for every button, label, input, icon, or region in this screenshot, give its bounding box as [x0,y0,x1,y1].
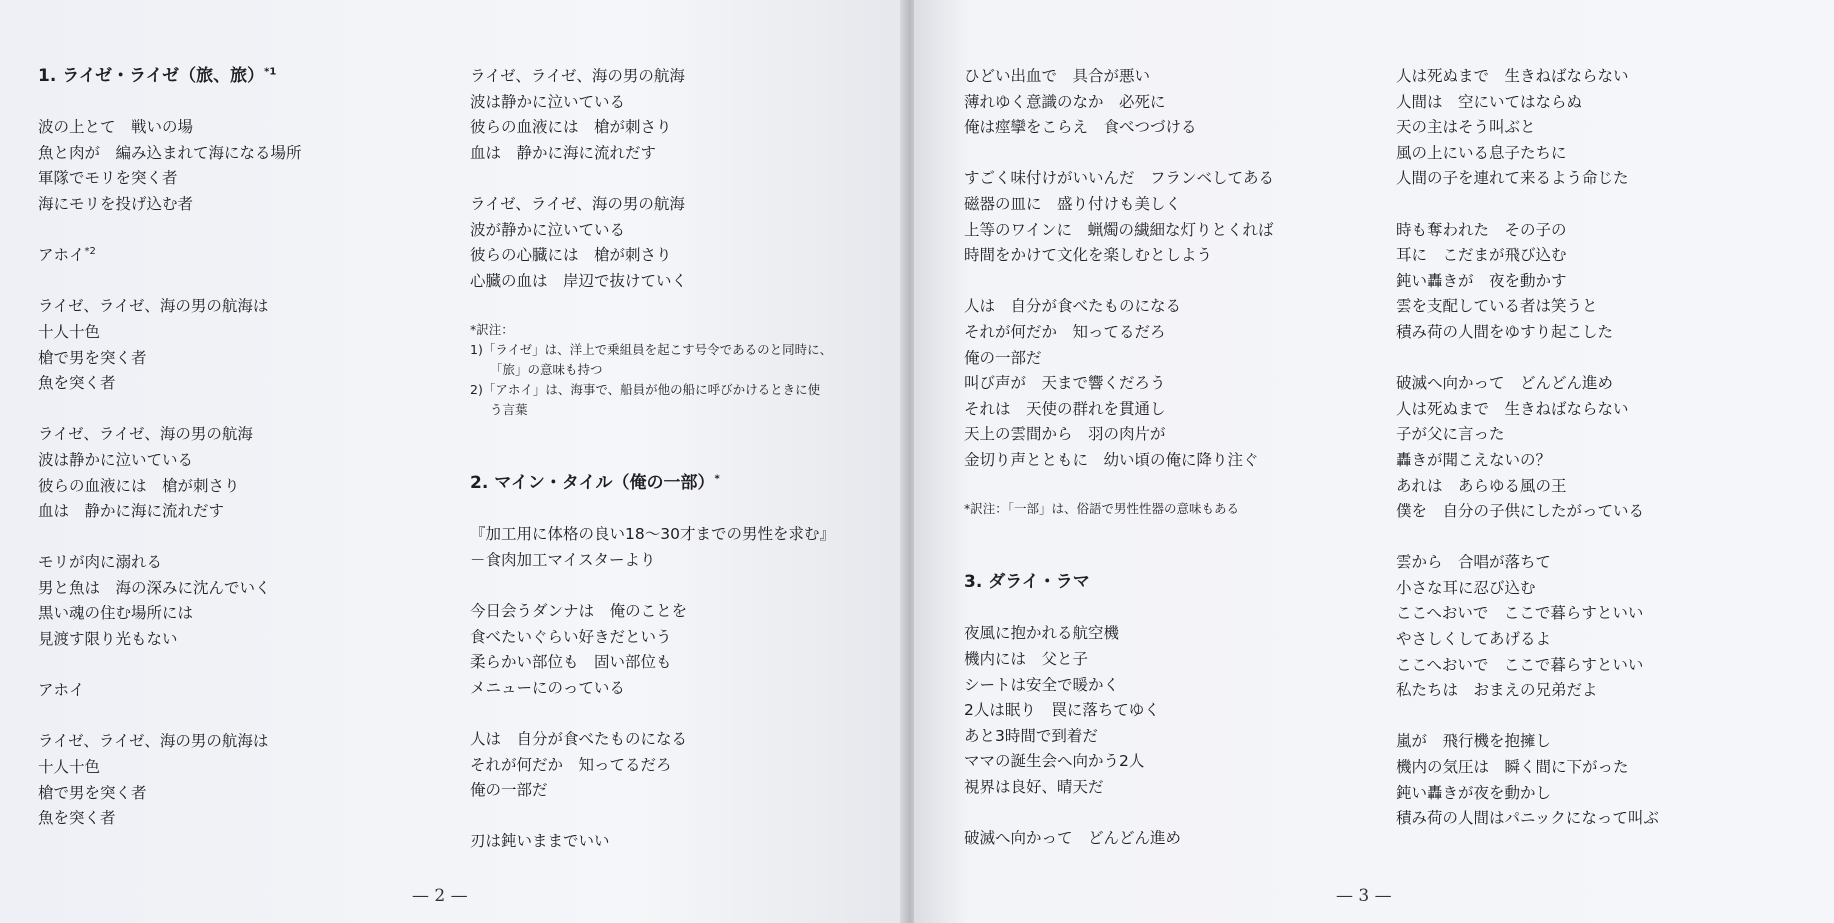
lyric-line: 槍で男を突く者 [38,348,147,367]
lyric-line: 天の主はそう叫ぶと [1396,118,1536,137]
lyric-line: 夜風に抱かれる航空機 [964,624,1120,643]
spacer [470,497,890,523]
lyric-line: 心臓の血は 岸辺で抜けていく [470,271,688,290]
footnote-marker: *2 [84,246,96,257]
spacer [38,218,458,244]
lyric-line: やさしくしてあげるよ [1396,630,1552,649]
page-number-right: — 3 — [1336,886,1392,906]
lyrics-column-left-1 [38,64,458,832]
song-title: 1. ライゼ・ライゼ（旅、旅）$^{*1}$ [38,66,277,86]
lyric-line: それが何だか 知ってるだろ [964,322,1166,341]
lyric-line: 俺の一部だ [964,348,1042,367]
lyric-line: ライゼ、ライゼ、海の男の航海 [470,67,685,85]
lyric-line: 彼らの血液には 槍が刺さり [38,476,240,495]
lyric-line: 積み荷の人間はパニックになって叫ぶ [1396,809,1659,828]
lyric-line: 時も奪われた その子の [1396,220,1567,239]
lyric-line: 嵐が 飛行機を抱擁し [1396,732,1552,751]
lyric-line: 十人十色 [38,322,101,341]
lyric-line: ライゼ、ライゼ、海の男の航海は [38,732,269,751]
spacer [38,397,458,423]
spacer [964,474,1384,500]
lyric-line: 人は死ぬまで 生きねばならない [1396,67,1629,85]
spacer [1396,192,1816,218]
lyric-line: 上等のワインに 蝋燭の繊細な灯りとくれば [964,220,1274,239]
lyric-line: 風の上にいる息子たちに [1396,143,1567,162]
lyric-line: すごく味付けがいいんだ フランベしてある [964,169,1275,188]
page-right [914,0,1834,923]
spacer [470,420,890,446]
lyric-line: 十人十色 [38,758,101,777]
lyric-line: 人間の子を連れて来るよう命じた [1396,169,1629,188]
page-number-left: — 2 — [412,886,468,906]
lyric-line: 波が静かに泣いている [470,220,626,239]
lyric-line: 彼らの血液には 槍が刺さり [470,118,672,137]
lyric-line: 轟きが聞こえないの？ [1396,450,1552,469]
lyric-line: 積み荷の人間をゆすり起こした [1396,322,1614,341]
lyric-line: 食べたいぐらい好きだという [470,627,672,646]
spacer [470,166,890,192]
lyric-line: 雲から 合唱が落ちて [1396,553,1551,572]
lyric-line: 私たちは おまえの兄弟だよ [1396,681,1598,700]
lyric-line: ライゼ、ライゼ、海の男の航海 [470,194,685,213]
lyric-line: 波の上とて 戦いの場 [38,118,194,137]
lyric-line: 彼らの心臓には 槍が刺さり [470,246,672,265]
lyric-line: 叫び声が 天まで響くだろう [964,374,1166,393]
lyric-line: 見渡す限り光もない [38,630,178,649]
lyric-line: 鈍い轟きが 夜を動かす [1396,271,1567,290]
lyric-line: それは 天使の群れを貫通し [964,399,1166,418]
spacer [470,804,890,830]
lyric-line: 破滅へ向かって どんどん進め [964,829,1182,848]
lyric-line: アホイ$^{*2}$ [38,246,96,265]
lyric-line: 視界は良好、晴天だ [964,778,1104,797]
lyric-line: 金切り声とともに 幼い頃の俺に降り注ぐ [964,450,1259,469]
spacer [38,653,458,679]
footnote-marker: *1 [264,66,277,78]
translator-note: う言葉 [490,401,528,417]
song-title: 2. マイン・タイル（俺の一部）* [470,473,720,494]
lyric-line: 人間は 空にいてはならぬ [1396,92,1583,111]
spacer [470,294,890,320]
lyric-line: 時間をかけて文化を楽しむとしよう [964,246,1213,265]
spacer [964,269,1384,295]
lyric-line: 天上の雲間から 羽の肉片が [964,425,1166,444]
lyric-line: 海にモリを投げ込む者 [38,194,194,213]
lyric-line: 小さな耳に忍び込む [1396,578,1536,597]
lyric-line: アホイ [38,681,85,700]
spacer [1396,704,1816,730]
spacer [38,525,458,551]
lyric-line: 刃は鈍いままでいい [470,832,610,851]
translator-note: 2)「アホイ」は、海事で、船員が他の船に呼びかけるときに使 [470,381,821,397]
lyric-line: 波は静かに泣いている [470,92,626,111]
translator-note: 「旅」の意味も持つ [490,361,603,377]
lyric-line: ひどい出血で 具合が悪い [964,67,1151,85]
spacer [38,269,458,295]
footnote-marker: * [714,473,720,485]
spacer [964,519,1384,545]
lyric-line: ママの誕生会へ向かう2人 [964,752,1145,771]
lyric-line: あと3時間で到着だ [964,726,1098,745]
spacer [964,545,1384,571]
lyric-line: 鈍い轟きが夜を動かし [1396,783,1552,802]
lyric-line: ここへおいで ここで暮らすといい [1396,655,1644,674]
page-left [0,0,906,923]
lyric-line: 人は死ぬまで 生きねばならない [1396,399,1629,418]
lyric-line: 黒い魂の住む場所には [38,604,194,623]
spacer [1396,525,1816,551]
translator-note: *訳注：「一部」は、俗語で男性性器の意味もある [964,501,1240,517]
lyric-line: 柔らかい部位も 固い部位も [470,653,672,672]
lyric-line: 軍隊でモリを突く者 [38,169,178,188]
spacer [38,90,458,116]
lyric-line: －食肉加工マイスターより [470,550,656,569]
spacer [470,446,890,472]
lyric-line: メニューにのっている [470,678,625,697]
spacer [964,596,1384,622]
lyric-line: シートは安全で暖かく [964,675,1120,694]
lyric-line: 人は 自分が食べたものになる [470,730,688,749]
lyric-line: 血は 静かに海に流れだす [470,143,657,162]
lyric-line: 人は 自分が食べたものになる [964,297,1182,316]
spacer [964,141,1384,167]
lyric-line: 男と魚は 海の深みに沈んでいく [38,578,271,597]
lyric-line: 雲を支配している者は笑うと [1396,297,1598,316]
lyric-line: 機内には 父と子 [964,650,1089,669]
lyric-line: 血は 静かに海に流れだす [38,502,225,521]
spacer [470,701,890,727]
lyrics-column-left-2 [470,64,890,855]
spacer [1396,346,1816,372]
lyric-line: 僕を 自分の子供にしたがっている [1396,502,1645,521]
lyric-line: 機内の気圧は 瞬く間に下がった [1396,758,1629,777]
lyric-line: 薄れゆく意識のなか 必死に [964,92,1166,111]
lyric-line: 槍で男を突く者 [38,783,147,802]
lyrics-column-right-2 [1396,64,1816,832]
lyric-line: 2人は眠り 罠に落ちてゆく [964,701,1160,720]
lyric-line: 『加工用に体格の良い18～30才までの男性を求む』 [470,525,835,544]
song-title: 3. ダライ・ラマ [964,572,1090,593]
lyric-line: ライゼ、ライゼ、海の男の航海は [38,297,269,316]
lyric-line: あれは あらゆる風の王 [1396,476,1567,495]
lyric-line: ライゼ、ライゼ、海の男の航海 [38,425,253,444]
spacer [964,801,1384,827]
lyric-line: モリが肉に溺れる [38,553,163,572]
lyric-line: 魚と肉が 編み込まれて海になる場所 [38,143,302,162]
translator-note: *訳注： [470,321,514,337]
lyric-line: 波は静かに泣いている [38,450,194,469]
spacer [470,574,890,600]
lyric-line: 子が父に言った [1396,425,1505,444]
lyric-line: それが何だか 知ってるだろ [470,755,672,774]
lyrics-column-right-1 [964,64,1384,852]
lyric-line: 破滅へ向かって どんどん進め [1396,374,1614,393]
lyric-line: 磁器の皿に 盛り付けも美しく [964,194,1182,213]
lyric-line: ここへおいで ここで暮らすといい [1396,604,1644,623]
spacer [38,704,458,730]
lyric-line: 俺は痙攣をこらえ 食べつづける [964,118,1197,137]
lyric-line: 魚を突く者 [38,809,116,828]
lyric-line: 耳に こだまが飛び込む [1396,246,1567,265]
lyric-line: 魚を突く者 [38,374,116,393]
lyric-line: 俺の一部だ [470,781,548,800]
lyric-line: 今日会うダンナは 俺のことを [470,602,688,621]
translator-note: 1)「ライゼ」は、洋上で乗組員を起こす号令であるのと同時に、 [470,341,833,357]
